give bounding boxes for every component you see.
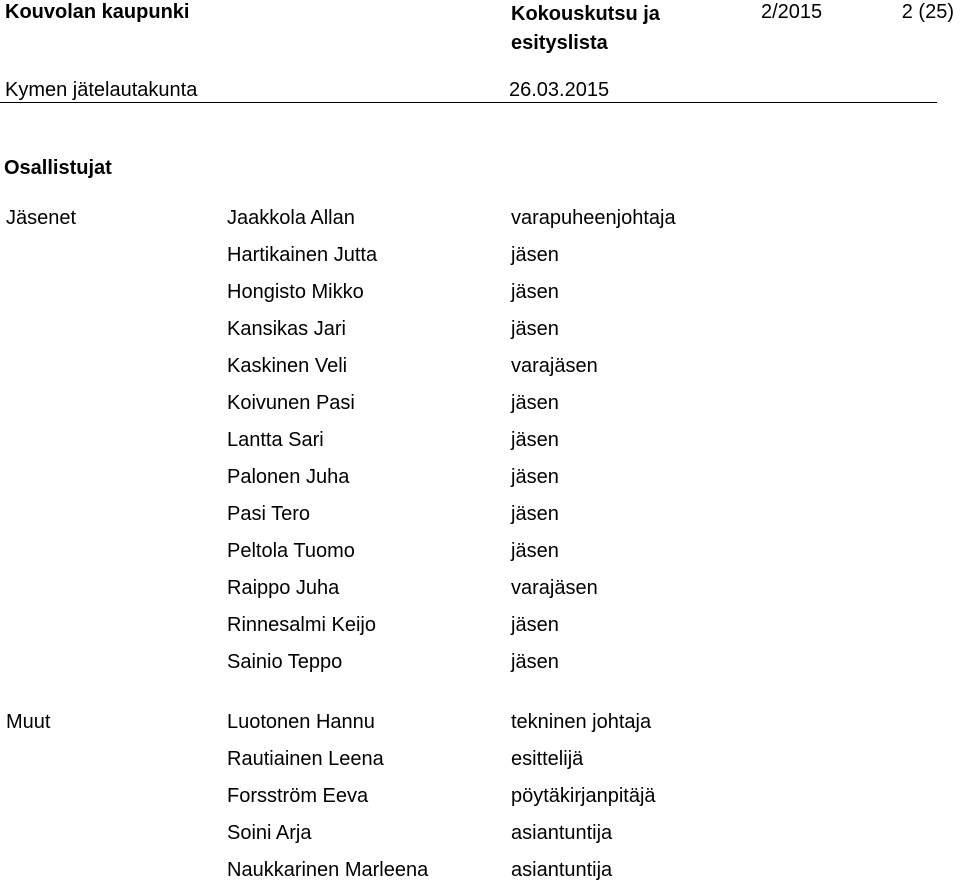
members-group-label: Jäsenet bbox=[6, 207, 77, 229]
participant-row bbox=[0, 857, 960, 894]
participant-row bbox=[0, 820, 960, 857]
participant-row bbox=[0, 205, 960, 242]
participant-name: Peltola Tuomo bbox=[227, 540, 355, 562]
document-type: Kokouskutsu ja esityslista bbox=[511, 3, 660, 54]
participant-role: tekninen johtaja bbox=[511, 711, 652, 733]
participant-name: Naukkarinen Marleena bbox=[227, 859, 429, 881]
members-group bbox=[0, 205, 960, 686]
others-group-label: Muut bbox=[6, 711, 51, 733]
others-group bbox=[0, 709, 960, 894]
page-number: 2 (25) bbox=[901, 1, 954, 23]
participant-name: Palonen Juha bbox=[227, 466, 350, 488]
participant-row bbox=[0, 538, 960, 575]
section-heading: Osallistujat bbox=[4, 157, 112, 179]
participant-name: Kaskinen Veli bbox=[227, 355, 348, 377]
participant-row bbox=[0, 242, 960, 279]
participant-role: asiantuntija bbox=[511, 822, 613, 844]
participant-name: Hartikainen Jutta bbox=[227, 244, 378, 266]
participant-name: Sainio Teppo bbox=[227, 651, 343, 673]
participant-role: jäsen bbox=[511, 614, 559, 636]
participant-name: Forsström Eeva bbox=[227, 785, 369, 807]
participant-row bbox=[0, 746, 960, 783]
participant-role: jäsen bbox=[511, 540, 559, 562]
participant-role: asiantuntija bbox=[511, 859, 613, 881]
participant-row bbox=[0, 575, 960, 612]
participant-row bbox=[0, 390, 960, 427]
participant-row bbox=[0, 427, 960, 464]
participant-role: varapuheenjohtaja bbox=[511, 207, 676, 229]
participant-role: jäsen bbox=[511, 244, 559, 266]
members-list bbox=[0, 205, 960, 686]
participant-name: Rinnesalmi Keijo bbox=[227, 614, 376, 636]
participant-row bbox=[0, 501, 960, 538]
participant-name: Luotonen Hannu bbox=[227, 711, 375, 733]
participant-name: Soini Arja bbox=[227, 822, 312, 844]
participant-role: jäsen bbox=[511, 281, 559, 303]
participant-row bbox=[0, 464, 960, 501]
participant-name: Koivunen Pasi bbox=[227, 392, 355, 414]
participant-row bbox=[0, 649, 960, 686]
participant-role: jäsen bbox=[511, 318, 559, 340]
organization-name: Kouvolan kaupunki bbox=[5, 1, 190, 23]
participant-row bbox=[0, 353, 960, 390]
participant-role: jäsen bbox=[511, 503, 559, 525]
participant-name: Lantta Sari bbox=[227, 429, 324, 451]
participant-name: Raippo Juha bbox=[227, 577, 340, 599]
participant-row bbox=[0, 783, 960, 820]
participant-role: jäsen bbox=[511, 392, 559, 414]
committee-name: Kymen jätelautakunta bbox=[5, 79, 198, 101]
participant-role: jäsen bbox=[511, 466, 559, 488]
others-list bbox=[0, 709, 960, 894]
participant-name: Rautiainen Leena bbox=[227, 748, 384, 770]
participant-row bbox=[0, 612, 960, 649]
participant-role: varajäsen bbox=[511, 355, 598, 377]
participant-role: jäsen bbox=[511, 651, 559, 673]
participant-role: jäsen bbox=[511, 429, 559, 451]
participant-row bbox=[0, 316, 960, 353]
participant-role: pöytäkirjanpitäjä bbox=[511, 785, 656, 807]
participant-row bbox=[0, 709, 960, 746]
participant-name: Kansikas Jari bbox=[227, 318, 346, 340]
participant-role: varajäsen bbox=[511, 577, 598, 599]
participant-role: esittelijä bbox=[511, 748, 584, 770]
participant-name: Jaakkola Allan bbox=[227, 207, 355, 229]
header-divider bbox=[0, 102, 937, 103]
document-number: 2/2015 bbox=[761, 1, 823, 23]
participant-name: Hongisto Mikko bbox=[227, 281, 364, 303]
participant-name: Pasi Tero bbox=[227, 503, 311, 525]
meeting-date: 26.03.2015 bbox=[509, 79, 610, 101]
participant-row bbox=[0, 279, 960, 316]
